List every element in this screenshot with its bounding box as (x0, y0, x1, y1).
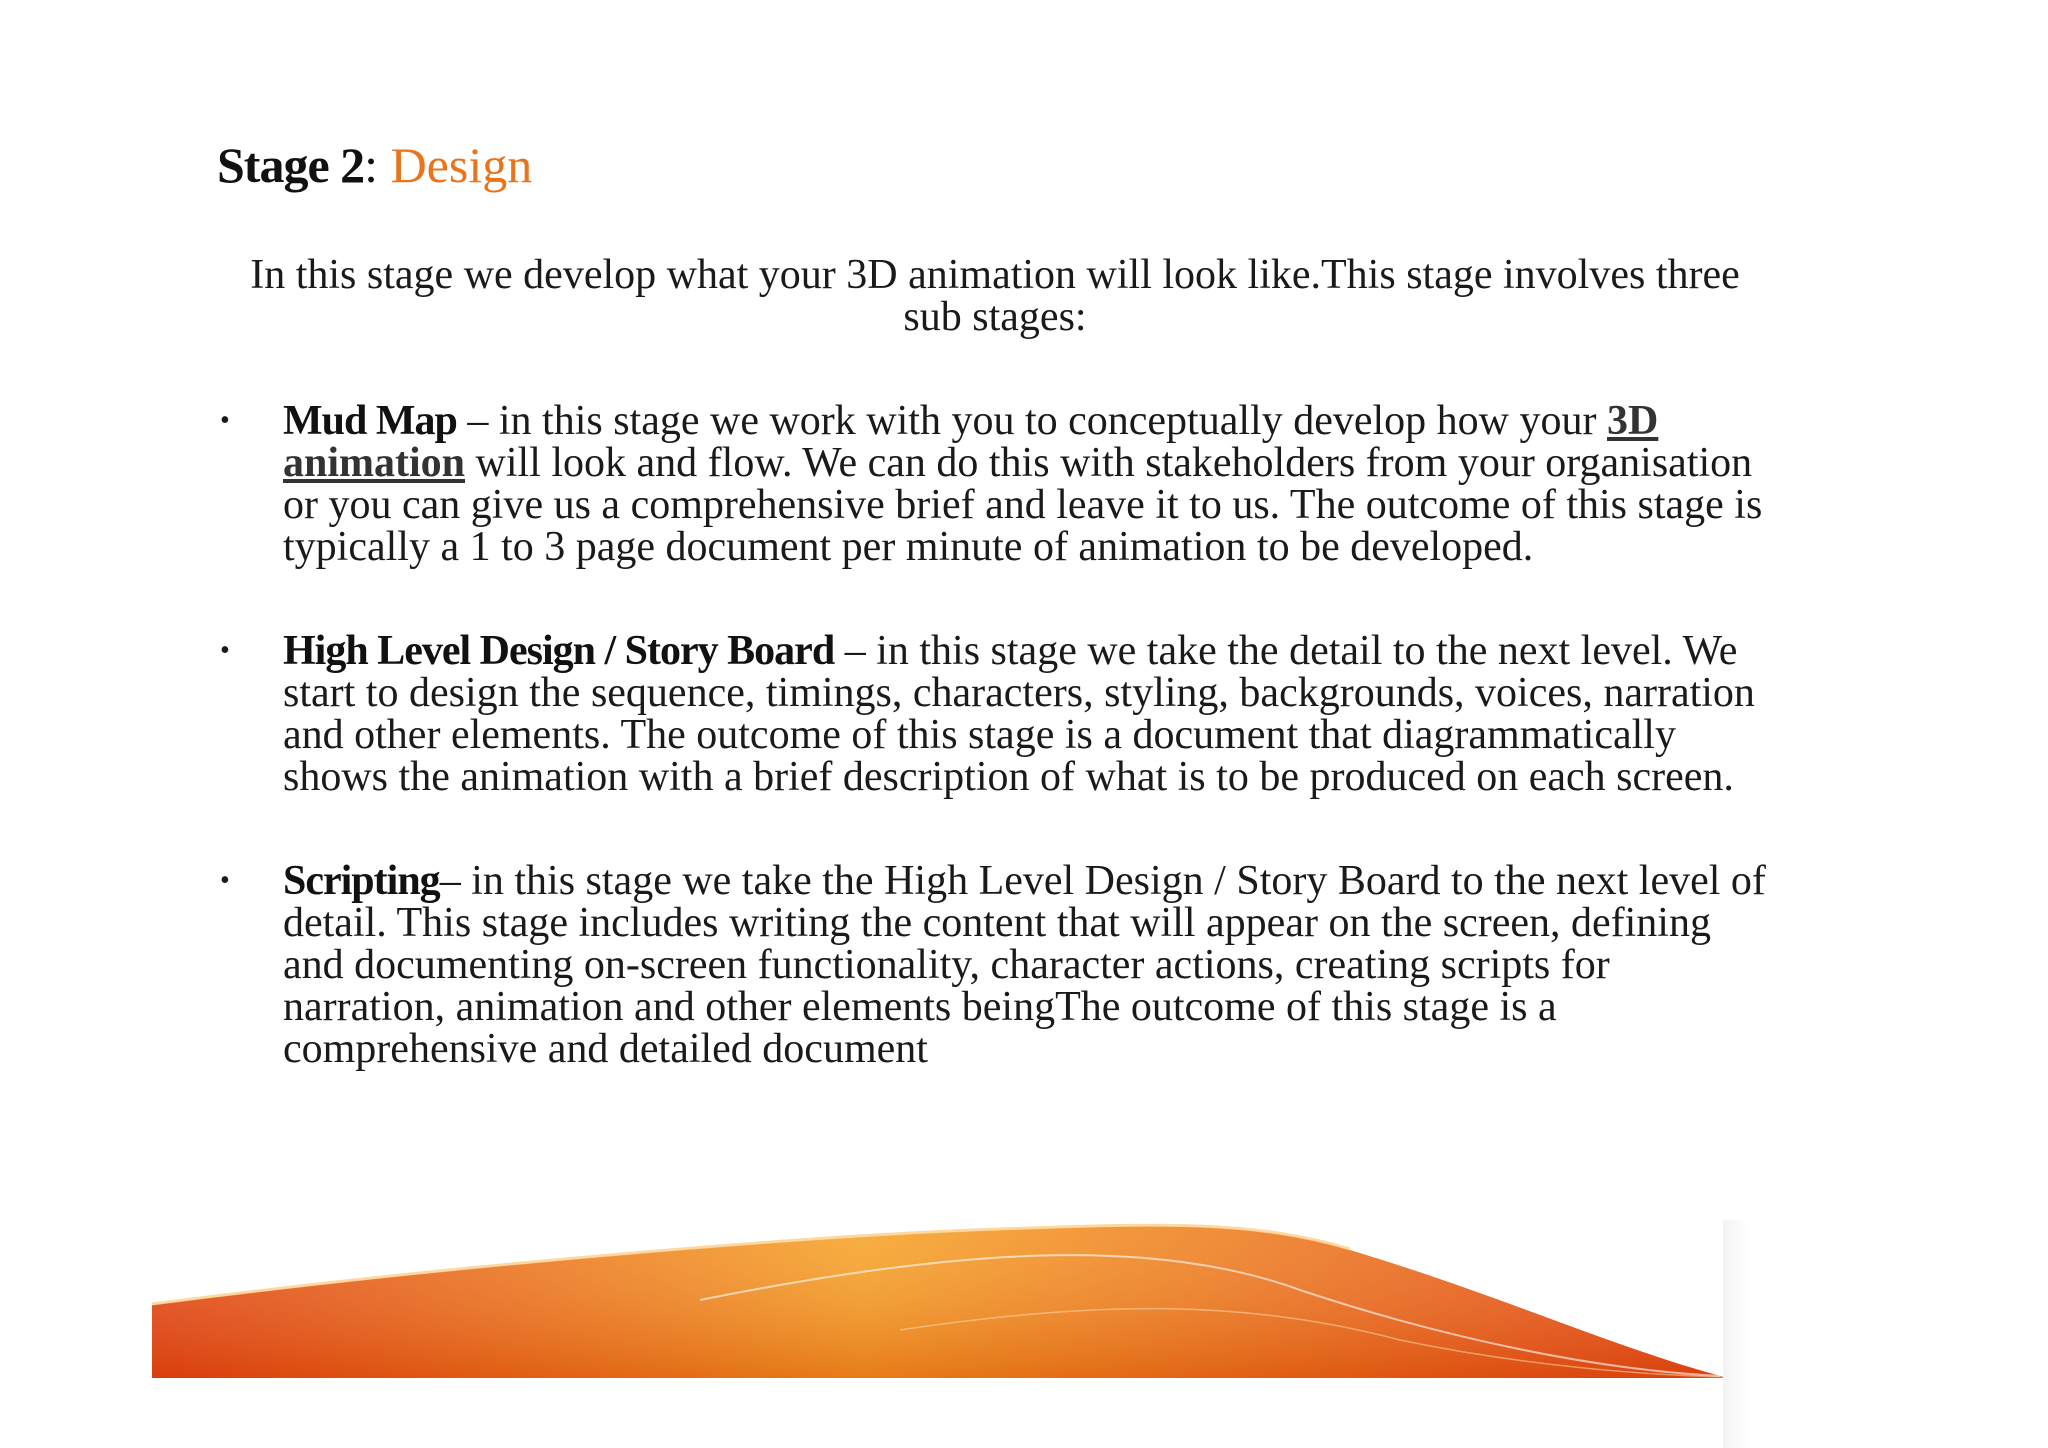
title-separator: : (364, 137, 379, 193)
list-item-high-level-design (220, 630, 1780, 798)
list-item-mud-map (220, 400, 1780, 568)
term-mud-map: Mud Map (283, 398, 457, 444)
3d-animation-link[interactable]: 3D animation (283, 398, 1659, 486)
page-edge-shadow (1723, 1220, 1749, 1448)
term-scripting: Scripting (283, 858, 440, 904)
bullet-marker: • (220, 405, 230, 436)
mud-map-text: will look and flow. We can do this with stakeholders from your organisation or you can give us a comprehensive brief and leave it to us. The outcome of this stage is typically a 1 to 3 page document per minute of animation to be developed. (283, 440, 1763, 570)
intro-paragraph: In this stage we develop what your 3D animation will look like.This stage involves three sub stages: (250, 252, 1740, 340)
page-title (217, 135, 532, 195)
wave-shade (152, 1226, 1728, 1378)
list-item-scripting (220, 860, 1780, 1070)
scripting-text: – in this stage we take the High Level Design / Story Board to the next level of detail. This stage includes writing the content that will appear on the screen, defining and documenting on-screen functionality, character actions, creating scripts for narration, animation and other elements beingThe outcome of this stage is a comprehensive and detailed document (283, 858, 1766, 1072)
stage-list (220, 400, 1780, 1070)
title-stage-name: Design (390, 137, 533, 193)
bullet-marker: • (220, 635, 230, 666)
high-level-design-text: – in this stage we take the detail to the next level. We start to design the sequence, timings, characters, styling, backgrounds, voices, narration and other elements. The outcome of this stage is a document that diagrammatically shows the animation with a brief description of what is to be produced on each screen. (283, 628, 1755, 800)
mud-map-intro-text: – in this stage we work with you to conceptually develop how your (456, 398, 1607, 444)
term-high-level-design: High Level Design / Story Board (283, 628, 835, 674)
title-stage: Stage 2 (217, 137, 365, 193)
bullet-marker: • (220, 865, 230, 896)
